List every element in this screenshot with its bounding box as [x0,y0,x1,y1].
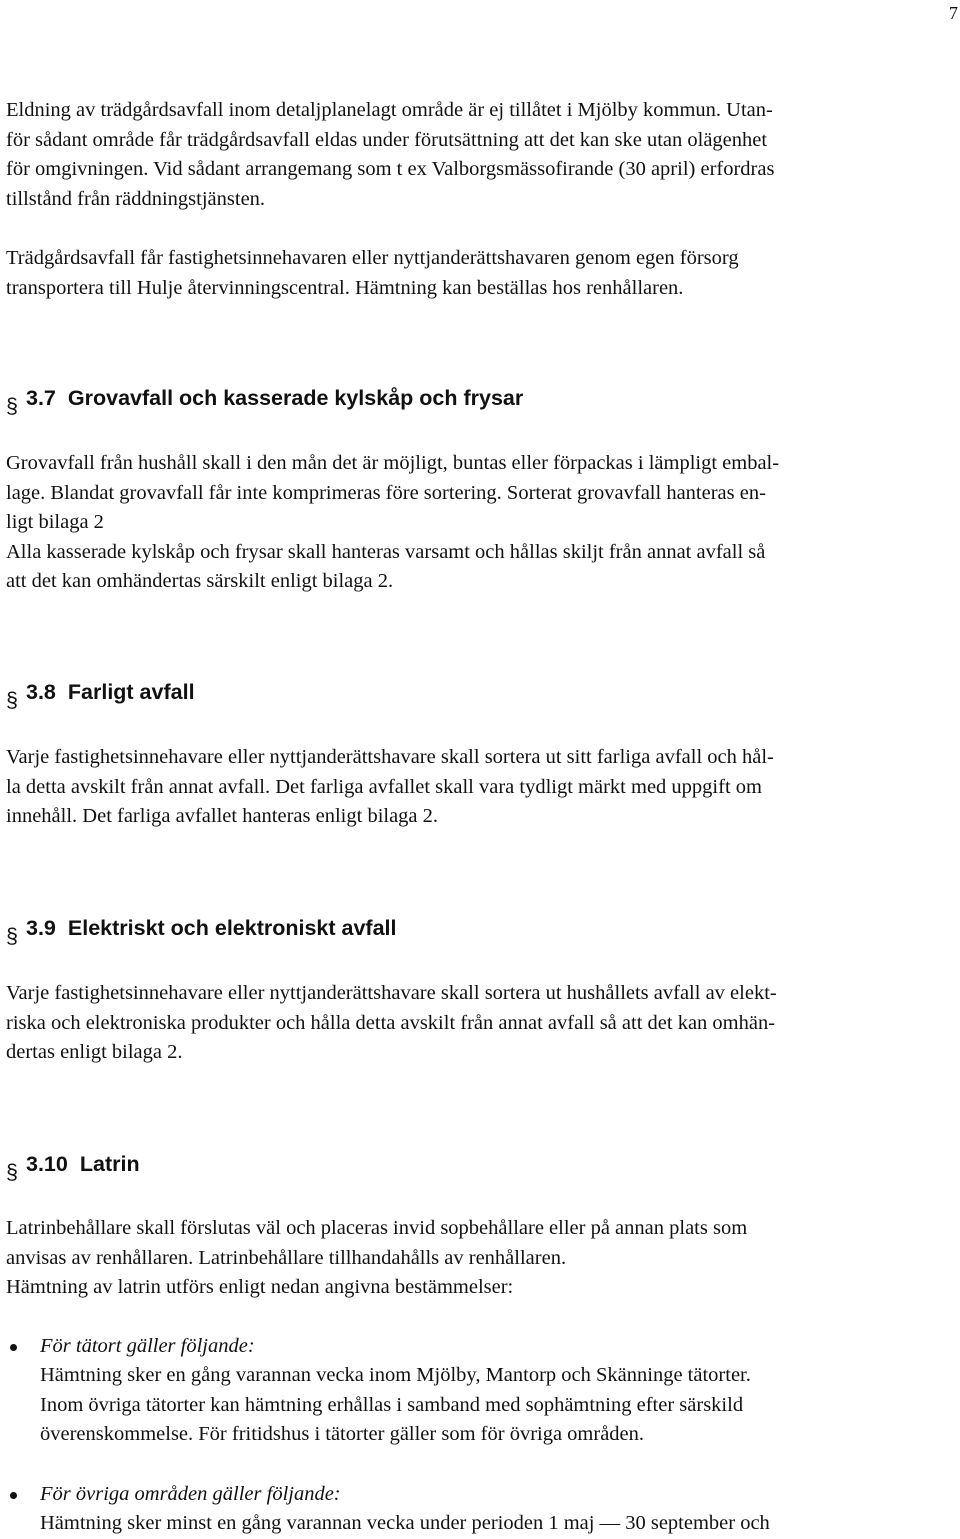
section-sign: § [6,924,18,948]
section-text-3-7: Grovavfall från hushåll skall i den mån det är möjligt, buntas eller förpackas i lämpligt embal- lage. Blandat grovavfall får inte komprimeras före sortering. Sorterat grovavfall hanteras en- ligt bilaga 2 Alla kasserade kylskåp och frysar skall hanteras varsamt och hållas skiljt från annat avfall så att det kan omhändertas särskilt enligt bilaga 2. [6,452,780,592]
page-number: 7 [949,3,958,23]
section-title: Elektriskt och elektroniskt avfall [67,916,397,940]
section-title: Latrin [79,1152,140,1176]
section-text-3-9: Varje fastighetsinnehavare eller nyttjanderättshavare skall sortera ut hushållets avfall av elekt- riska och elektroniska produkter och hålla detta avskilt från annat avfall så att det kan omhän- dertas enligt bilaga 2. [6,982,777,1063]
bullet-text: Hämtning sker minst en gång varannan vecka under perioden 1 maj — 30 september och [40,1512,770,1534]
bullet-dot [10,1492,17,1499]
section-sign: § [6,1160,18,1184]
section-title: Grovavfall och kasserade kylskåp och frysar [67,386,524,410]
section-sign: § [6,688,18,712]
section-title: Farligt avfall [67,680,195,704]
section-text-3-10: Latrinbehållare skall förslutas väl och placeras invid sopbehållare eller på annan plats som anvisas av renhållaren. Latrinbehållare tillhandahålls av renhållaren. Hämtning av latrin utförs enligt nedan angivna bestämmelser: [6,1217,748,1298]
bullet-title: För tätort gäller följande: [40,1335,255,1357]
paragraph-garden-waste-burning: Eldning av trädgårdsavfall inom detaljplanelagt område är ej tillåtet i Mjölby kommun. Utan- för sådant område får trädgårdsavfall eldas under förutsättning att det kan ske utan olägenhet för omgivningen. Vid sådant arrangemang som t ex Valborgsmässofirande (30 april) erfordras tillstånd från räddningstjänsten. [6,99,775,210]
bullet-title: För övriga områden gäller följande: [40,1483,341,1505]
section-number: 3.7 [26,386,56,410]
paragraph-garden-waste-transport: Trädgårdsavfall får fastighetsinnehavaren eller nyttjanderättshavaren genom egen försorg transportera till Hulje återvinningscentral. Hämtning kan beställas hos renhållaren. [6,247,739,299]
section-heading-3-8 [6,678,195,712]
bullet-text: Hämtning sker en gång varannan vecka inom Mjölby, Mantorp och Skänninge tätorter. Inom övriga tätorter kan hämtning erhållas i samband med sophämtning efter särskild överenskommelse. För fritidshus i tätorter gäller som för övriga områden. [40,1364,751,1445]
section-text-3-8: Varje fastighetsinnehavare eller nyttjanderättshavare skall sortera ut sitt farliga avfall och hål- la detta avskilt från annat avfall. Det farliga avfallet skall vara tydligt märkt med uppgift om innehåll. Det farliga avfallet hanteras enligt bilaga 2. [6,746,774,827]
section-heading-3-9 [6,914,397,948]
section-sign: § [6,394,18,418]
section-number: 3.9 [26,916,56,940]
section-number: 3.8 [26,680,56,704]
section-heading-3-10 [6,1150,140,1184]
bullet-dot [10,1344,17,1351]
section-number: 3.10 [26,1152,68,1176]
section-heading-3-7 [6,384,524,418]
